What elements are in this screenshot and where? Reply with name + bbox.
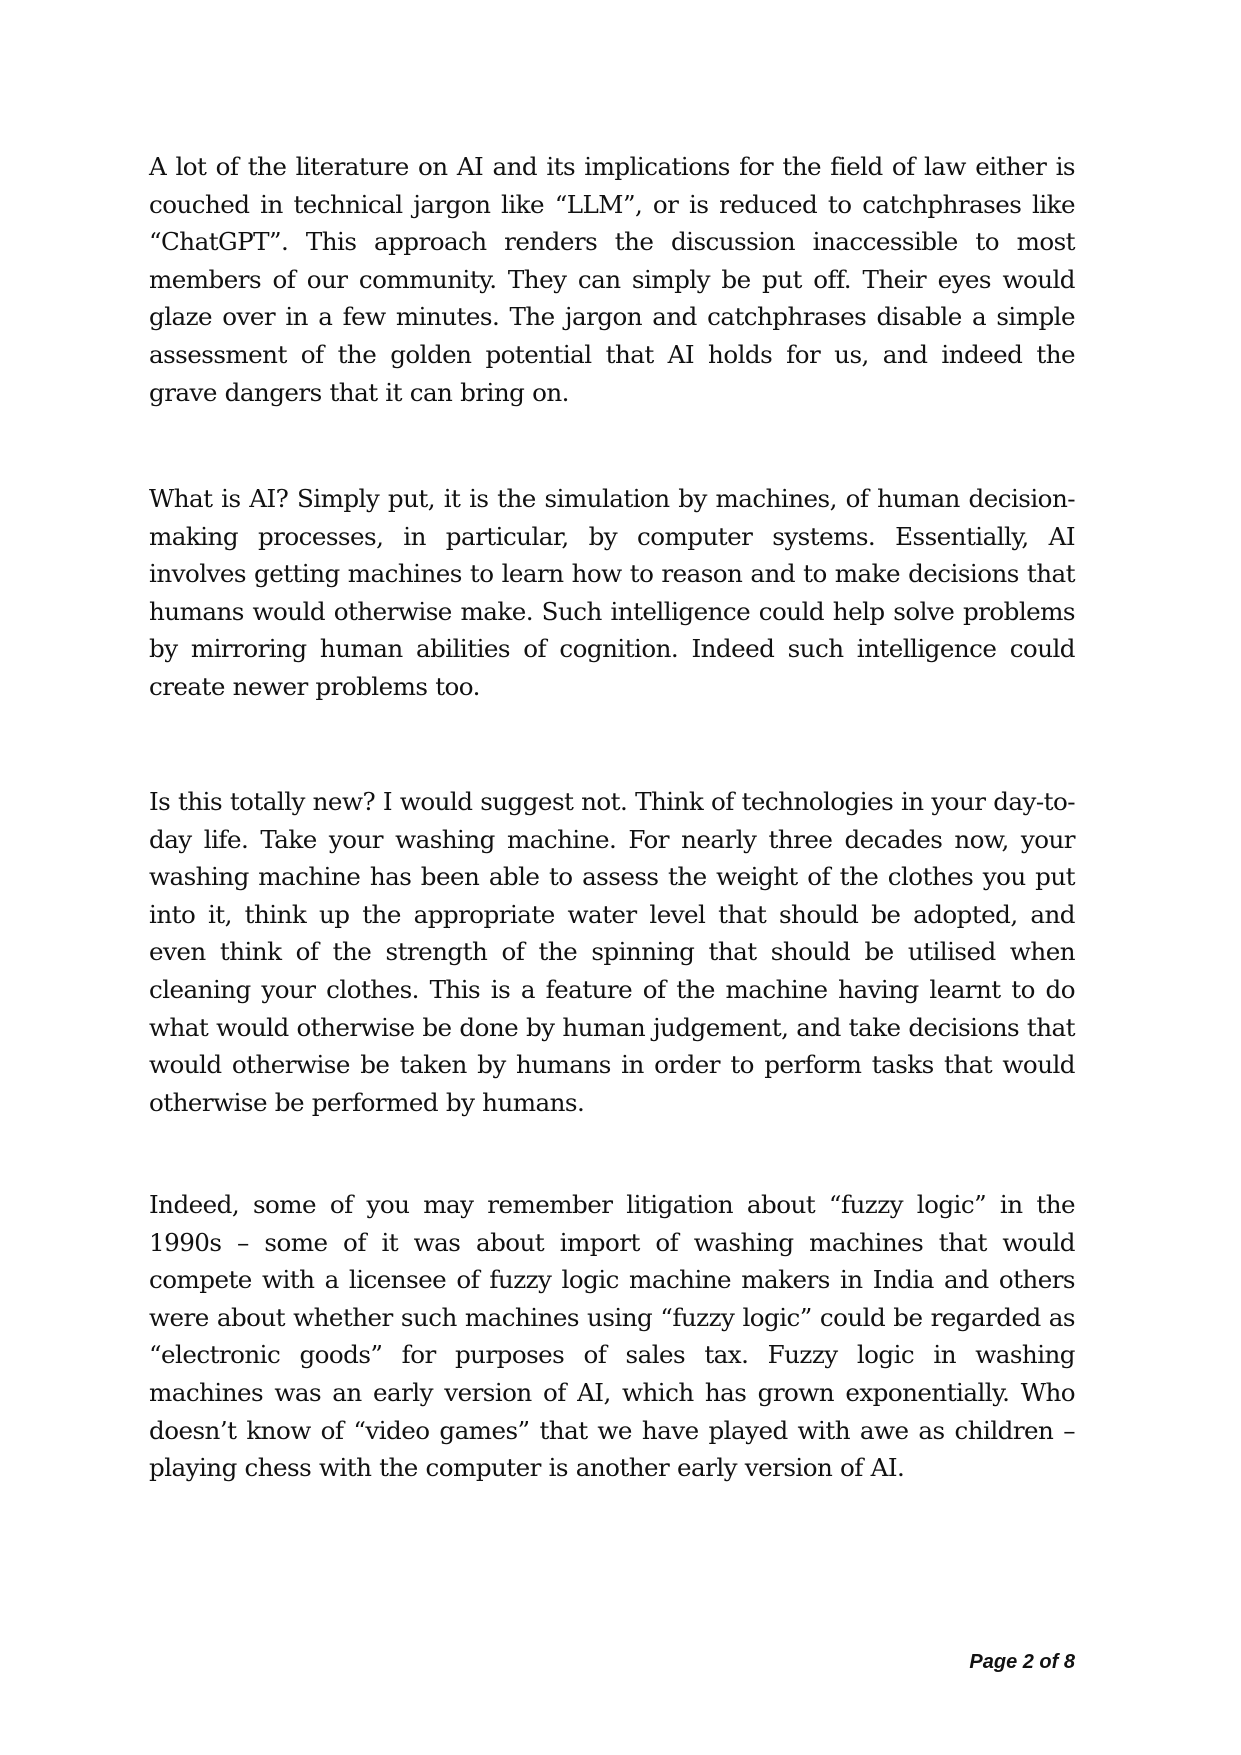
paragraph-fuzzy-logic: Indeed, some of you may remember litigation about “fuzzy logic” in the 1990s – some of it was about import of washing machines that would compete with a licensee of fuzzy logic machine makers in India and others were about whether such machines using “fuzzy logic” could be regarded as “electronic goods” for purposes of sales tax. Fuzzy logic in washing machines was an early version of AI, which has grown exponentially. Who doesn’t know of “video games” that we have played with awe as children – playing chess with the computer is another early version of AI. [149, 1190, 1075, 1483]
paragraph-washing-machine: Is this totally new? I would suggest not. Think of technologies in your day-to-day life. Take your washing machine. For nearly three decades now, your washing machine has been able to assess the weight of the clothes you put into it, think up the appropriate water level that should be adopted, and even think of the strength of the spinning that should be utilised when cleaning your clothes. This is a feature of the machine having learnt to do what would otherwise be done by human judgement, and take decisions that would otherwise be taken by humans in order to perform tasks that would otherwise be performed by humans. [149, 787, 1075, 1117]
paragraph-what-is-ai: What is AI? Simply put, it is the simulation by machines, of human decision-making processes, in particular, by computer systems. Essentially, AI involves getting machines to learn how to reason and to make decisions that humans would otherwise make. Such intelligence could help solve problems by mirroring human abilities of cognition. Indeed such intelligence could create newer problems too. [149, 484, 1075, 701]
page-number: Page 2 of 8 [969, 1651, 1075, 1673]
paragraph-ai-literature: A lot of the literature on AI and its implications for the field of law either is couched in technical jargon like “LLM”, or is reduced to catchphrases like “ChatGPT”. This approach renders the discussion inaccessible to most members of our community. They can simply be put off. Their eyes would glaze over in a few minutes. The jargon and catchphrases disable a simple assessment of the golden potential that AI holds for us, and indeed the grave dangers that it can bring on. [149, 152, 1075, 407]
